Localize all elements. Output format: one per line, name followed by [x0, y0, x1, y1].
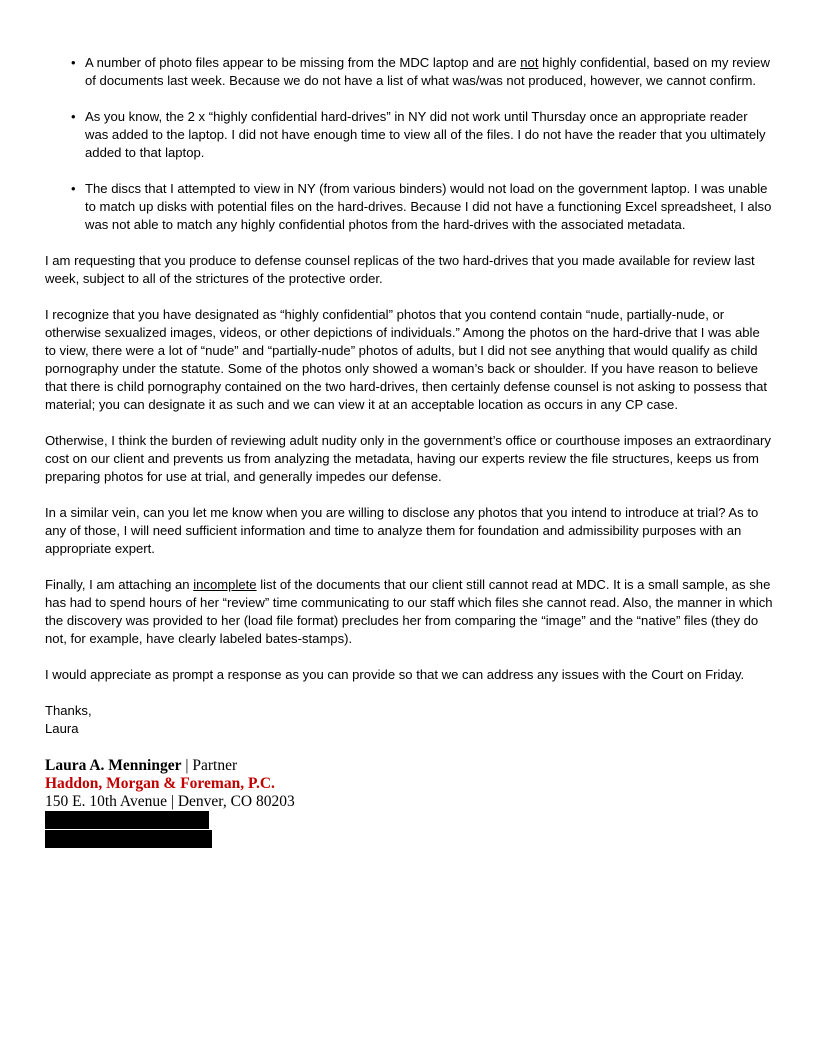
underlined-word: not: [520, 55, 539, 70]
closing: [45, 702, 773, 738]
redaction-bar: [45, 830, 212, 848]
bullet-item: • A number of photo files appear to be missing from the MDC laptop and are not highly confidential, based on my review of documents last week. Because we do not have a list of what was/was not produced, however, we cannot confirm.: [85, 54, 773, 90]
closing-name: Laura: [45, 721, 79, 736]
bullet-item: • The discs that I attempted to view in NY (from various binders) would not load on the government laptop. I was unable to match up disks with potential files on the hard-drives. Because I did not have a functioning Excel spreadsheet, I also was not able to match any highly confidential photos from the hard-drives with the associated metadata.: [85, 180, 773, 234]
email-signature: [45, 757, 773, 848]
signature-name: Laura A. Menninger: [45, 757, 182, 774]
underlined-word: incomplete: [193, 577, 257, 592]
paragraph-request: I am requesting that you produce to defense counsel replicas of the two hard-drives that you made available for review last week, subject to all of the strictures of the protective order.: [45, 253, 755, 286]
signature-firm: Haddon, Morgan & Foreman, P.C.: [45, 775, 275, 792]
paragraph-response: I would appreciate as prompt a response as you can provide so that we can address any issues with the Court on Friday.: [45, 667, 745, 682]
closing-thanks: Thanks,: [45, 703, 92, 718]
signature-name-line: Laura A. Menninger | Partner: [45, 757, 238, 774]
paragraph-confidential: I recognize that you have designated as “highly confidential” photos that you contend contain “nude, partially-nude, or otherwise sexualized images, videos, or other depictions of individuals.” Among the photos on the hard-drive that I was able to view, there were a lot of “nude” and “partially-nude” photos of adults, but I did not see anything that would qualify as child pornography under the statute. Some of the photos only showed a woman’s back or shoulder. If you have reason to believe that there is child pornography contained on the two hard-drives, then certainly defense counsel is not asking to possess that material; you can designate it as such and we can view it at an acceptable location as occurs in any CP case.: [45, 307, 768, 412]
paragraph-attachment: Finally, I am attaching an incomplete list of the documents that our client still cannot read at MDC. It is a small sample, as she has had to spend hours of her “review” time communicating to our staff which files she cannot read. Also, the manner in which the discovery was provided to her (load file format) precludes her from comparing the “image” and the “native” files (they do not, for example, have clearly labeled bates-stamps).: [45, 577, 773, 646]
letter-body: [45, 54, 773, 848]
paragraph-trial-photos: In a similar vein, can you let me know when you are willing to disclose any photos that you intend to introduce at trial? As to any of those, I will need sufficient information and time to analyze them for foundation and admissibility purposes with an appropriate expert.: [45, 505, 759, 556]
bullet-list: [45, 54, 773, 234]
redaction-bar: [45, 811, 209, 829]
signature-title: Partner: [192, 757, 238, 774]
signature-address: 150 E. 10th Avenue | Denver, CO 80203: [45, 793, 295, 810]
paragraph-burden: Otherwise, I think the burden of reviewing adult nudity only in the government’s office or courthouse imposes an extraordinary cost on our client and prevents us from analyzing the metadata, having our experts review the file structures, keeps us from preparing photos for use at trial, and generally impedes our defense.: [45, 433, 771, 484]
bullet-item: • As you know, the 2 x “highly confidential hard-drives” in NY did not work until Thursday once an appropriate reader was added to the laptop. I did not have enough time to view all of the files. I do not have the reader that you ultimately added to that laptop.: [85, 108, 773, 162]
